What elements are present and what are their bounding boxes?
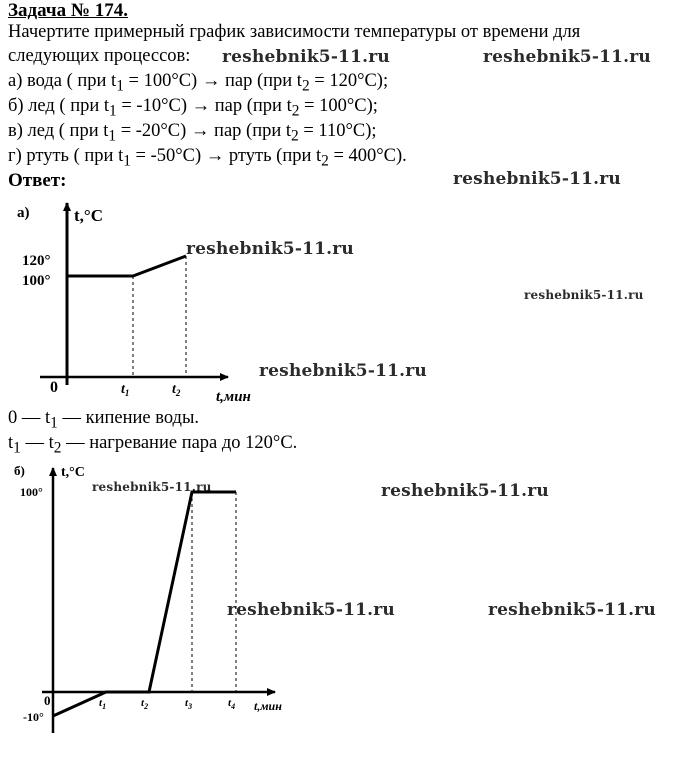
note-boiling: 0 — $t_1$ — кипение воды. [8,408,200,432]
graph-a [0,195,300,410]
graph-b-x-tick-t1: $t_1$ [99,697,107,711]
graph-a-x-axis-label: t,мин [216,389,251,405]
task-intro-line1: Начертите примерный график зависимости температуры от времени для [8,22,581,42]
graph-b-y-tick: -10° [23,710,44,724]
graph-a-x-tick-t2: $t_2$ [172,382,181,398]
graph-b-origin: 0 [44,693,51,708]
watermark: reshebnik5-11.ru [524,288,644,302]
graph-a-series-line [67,256,186,276]
graph-a-y-axis-label: t,°C [74,206,103,225]
task-item-c: в) лед ( при $t_1 = -20^\circ C$) → пар (при $t_2 = 110^\circ C$); [8,121,377,145]
watermark: reshebnik5-11.ru [483,47,651,67]
graph-a-x-tick-t1: $t_1$ [121,382,130,398]
task-item-a: а) вода ( при $t_1 = 100^\circ C$) → пар (при $t_2 = 120^\circ C$); [8,71,389,95]
watermark: reshebnik5-11.ru [227,600,395,620]
task-title: Задача № 174. [8,0,128,21]
graph-b-x-axis-label: t,мин [254,699,282,713]
graph-a-origin: 0 [50,379,58,396]
watermark: reshebnik5-11.ru [92,480,212,494]
graph-b [0,458,300,763]
watermark: reshebnik5-11.ru [488,600,656,620]
graph-a-y-tick: 120° [22,253,51,269]
watermark: reshebnik5-11.ru [259,361,427,381]
answer-label: Ответ: [8,170,67,191]
task-item-b: б) лед ( при $t_1 = -10^\circ C$) → пар (при $t_2 = 100^\circ C$); [8,96,378,120]
graph-b-x-tick-t2: $t_2$ [141,697,149,711]
note-steam-heating: $t_1$ — $t_2$ — нагревание пара до 120°C. [8,433,298,457]
watermark: reshebnik5-11.ru [381,481,549,501]
watermark: reshebnik5-11.ru [186,239,354,259]
graph-b-y-tick: 100° [20,485,43,499]
graph-b-series-line [53,492,236,716]
watermark: reshebnik5-11.ru [222,47,390,67]
graph-b-x-tick-t4: $t_4$ [228,697,236,711]
task-item-d: г) ртуть ( при $t_1 = -50^\circ C$) → ртуть (при $t_2 = 400^\circ C$). [8,146,407,170]
graph-b-label: б) [14,463,25,478]
graph-b-y-axis-label: t,°C [61,465,85,480]
watermark: reshebnik5-11.ru [453,169,621,189]
graph-a-y-tick: 100° [22,273,51,289]
graph-b-x-tick-t3: $t_3$ [185,697,193,711]
task-intro-line2: следующих процессов: [8,46,191,66]
graph-a-label: а) [17,205,30,221]
